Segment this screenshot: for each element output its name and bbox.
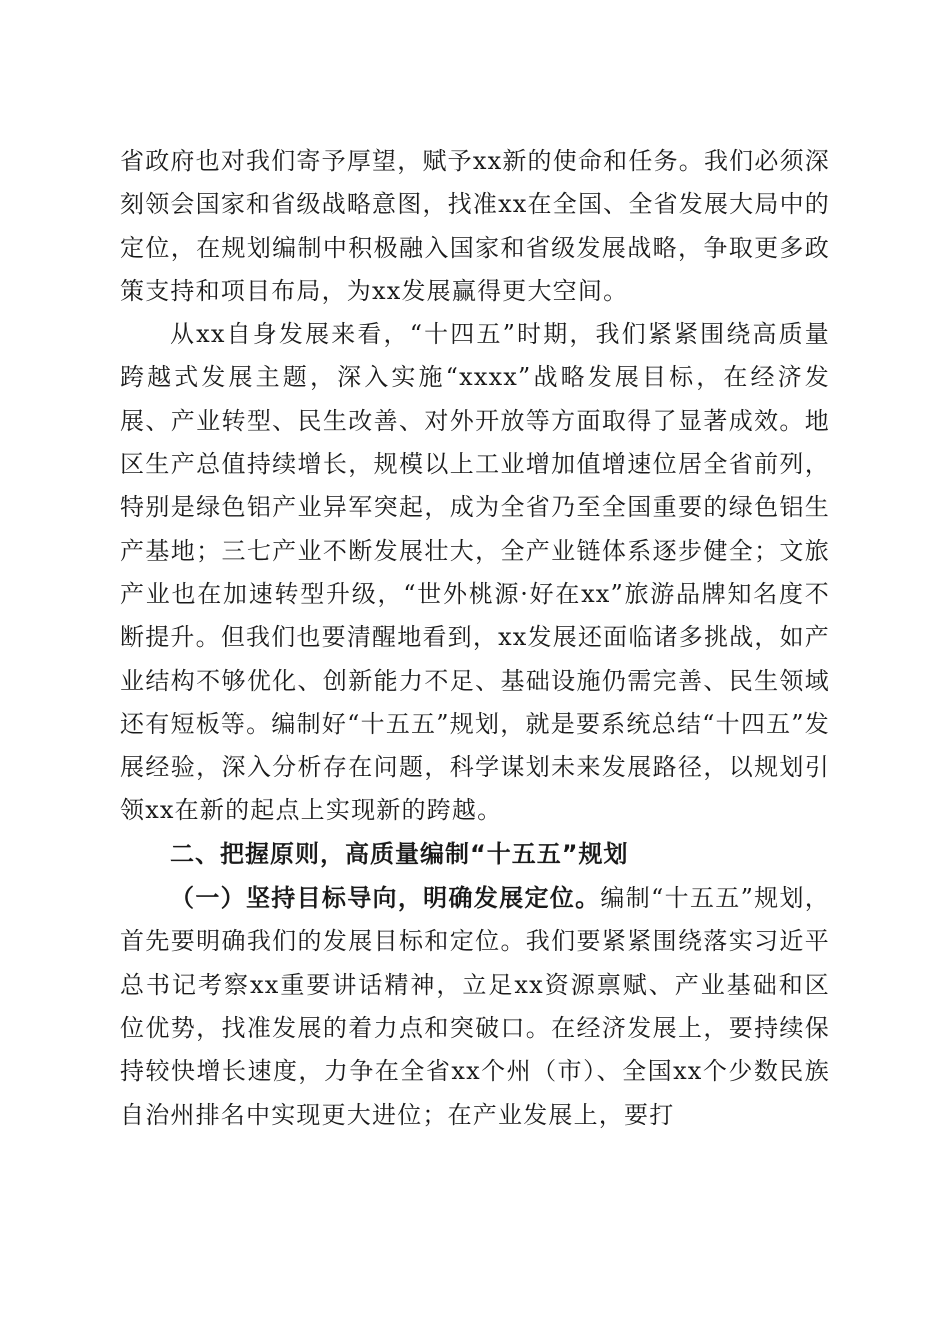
paragraph-3	[120, 876, 830, 1137]
section-heading: 二、把握原则，高质量编制“十五五”规划	[170, 839, 629, 868]
paragraph-2: 从xx自身发展来看，“十四五”时期，我们紧紧围绕高质量跨越式发展主题，深入实施“xxxx”战略发展目标，在经济发展、产业转型、民生改善、对外开放等方面取得了显著成效。地区生产总值持续增长，规模以上工业增加值增速位居全省前列，特别是绿色铝产业异军突起，成为全省乃至全国重要的绿色铝生产基地；三七产业不断发展壮大，全产业链体系逐步健全；文旅产业也在加速转型升级，“世外桃源·好在xx”旅游品牌知名度不断提升。但我们也要清醒地看到，xx发展还面临诸多挑战，如产业结构不够优化、创新能力不足、基础设施仍需完善、民生领域还有短板等。编制好“十五五”规划，就是要系统总结“十四五”发展经验，深入分析存在问题，科学谋划未来发展路径，以规划引领xx在新的起点上实现新的跨越。	[120, 320, 830, 825]
subsection-body: 编制“十五五”规划，首先要明确我们的发展目标和定位。我们要紧紧围绕落实习近平总书记考察xx重要讲话精神，立足xx资源禀赋、产业基础和区位优势，找准发展的着力点和突破口。在经济发展上，要持续保持较快增长速度，力争在全省xx个州（市）、全国xx个少数民族自治州排名中实现更大进位；在产业发展上，要打	[120, 884, 830, 1129]
subsection-title: （一）坚持目标导向，明确发展定位。	[170, 883, 601, 913]
paragraph-1: 省政府也对我们寄予厚望，赋予xx新的使命和任务。我们必须深刻领会国家和省级战略意图，找准xx在全国、全省发展大局中的定位，在规划编制中积极融入国家和省级发展战略，争取更多政策支持和项目布局，为xx发展赢得更大空间。	[120, 147, 830, 305]
document-body	[120, 140, 830, 1137]
